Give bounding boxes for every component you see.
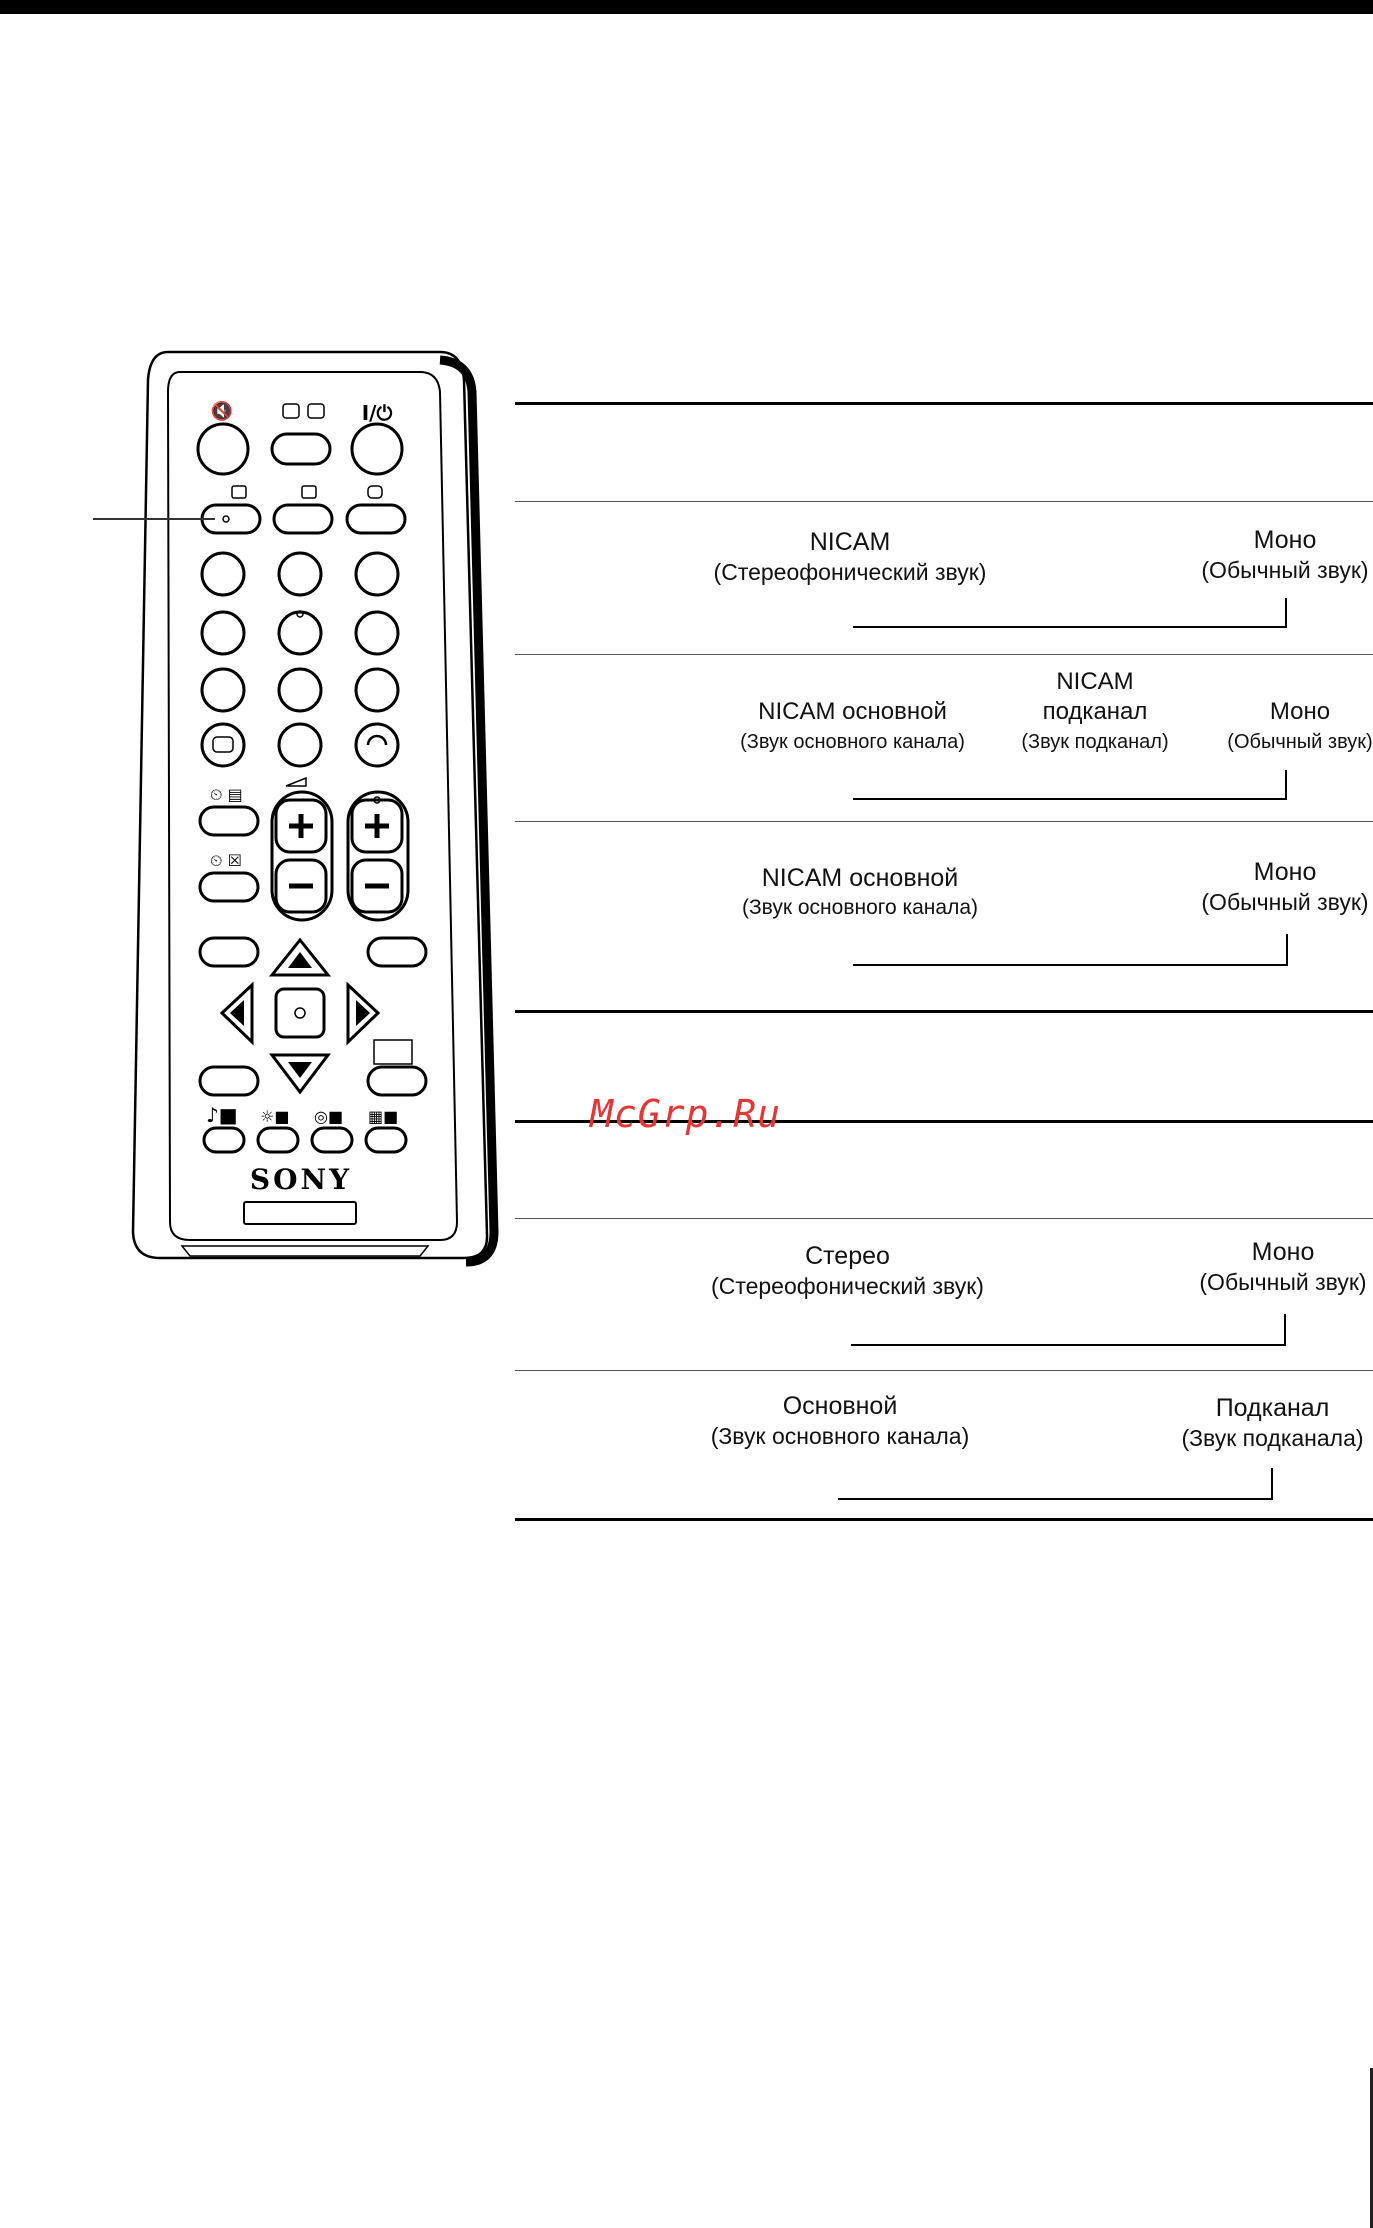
svg-text:◎■: ◎■ (314, 1107, 344, 1126)
watermark: McGrp.Ru (590, 1092, 782, 1136)
row3-left-label: NICAM основной (Звук основного канала) (741, 864, 979, 919)
rule (515, 1010, 1373, 1013)
row2-left-label: NICAM основной (Звук основного канала) (740, 698, 965, 753)
svg-text:I/⏻: I/⏻ (361, 401, 393, 425)
rule (515, 501, 1373, 502)
pointer-line (93, 518, 215, 520)
row2-bracket (853, 770, 1287, 800)
row3-right-label: Моно (Обычный звук) (1201, 858, 1369, 915)
row2-middle-label: NICAM подканал (Звук подканал) (1021, 668, 1169, 753)
rule (515, 402, 1373, 405)
row3-bracket (853, 934, 1288, 966)
row4-bracket (851, 1314, 1286, 1346)
svg-text:⏲ ☒: ⏲ ☒ (210, 851, 242, 870)
svg-text:♪■: ♪■ (206, 1103, 238, 1127)
row4-right-label: Моно (Обычный звук) (1199, 1238, 1367, 1295)
row5-right-label: Подканал (Звук подканала) (1181, 1394, 1364, 1451)
row5-bracket (838, 1468, 1273, 1500)
rule (515, 1370, 1373, 1371)
svg-text:☼■: ☼■ (260, 1107, 290, 1126)
row2-right-label: Моно (Обычный звук) (1227, 698, 1373, 753)
remote-control-illustration (0, 0, 500, 1300)
svg-text:▦■: ▦■ (368, 1107, 399, 1126)
rule (515, 654, 1373, 655)
row5-left-label: Основной (Звук основного канала) (710, 1392, 970, 1449)
rule (515, 1218, 1373, 1219)
svg-text:🔇: 🔇 (210, 401, 234, 422)
remote-brand-logo: SONY (249, 1163, 353, 1196)
rule (515, 821, 1373, 822)
svg-text:⏲ ▤: ⏲ ▤ (210, 785, 243, 804)
rule (515, 1518, 1373, 1521)
row1-left-label: NICAM (Стереофонический звук) (713, 528, 987, 585)
row1-bracket (853, 598, 1287, 628)
row4-left-label: Стерео (Стереофонический звук) (711, 1242, 984, 1299)
row1-right-label: Моно (Обычный звук) (1201, 526, 1369, 583)
